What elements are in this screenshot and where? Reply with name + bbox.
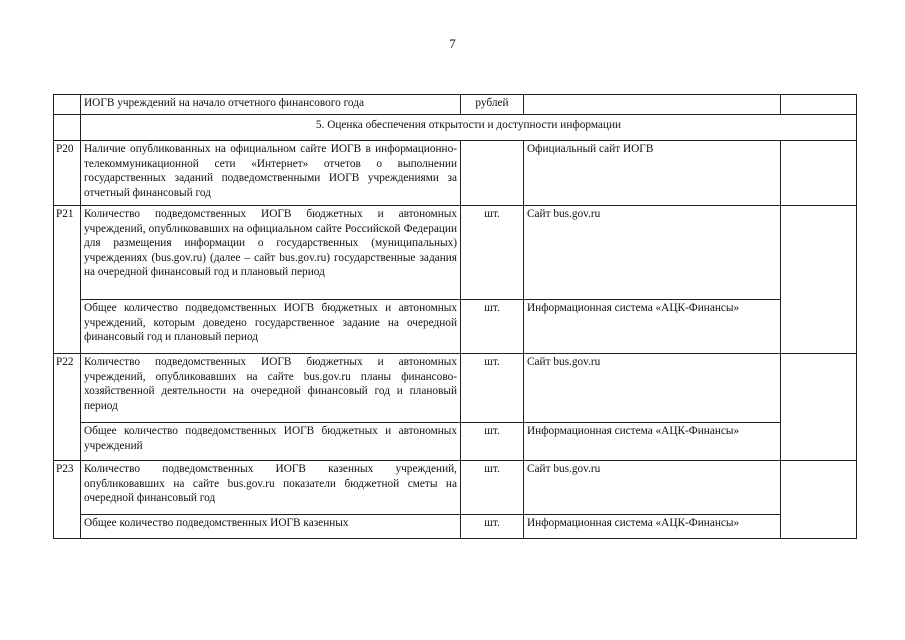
cell-value [781, 354, 857, 461]
section-title: 5. Оценка обеспечения открытости и доступности информации [81, 115, 857, 141]
indicator-name: Общее количество подведомственных ИОГВ бюджетных и автономных учреждений [81, 423, 461, 461]
cell-value [781, 141, 857, 206]
indicator-name: Количество подведомственных ИОГВ бюджетных и автономных учреждений, опубликовавших на сайте bus.gov.ru планы финансово-хозяйственной деятельности на очередной финансовый год и плановый период [81, 354, 461, 423]
indicator-code: Р21 [54, 206, 81, 354]
indicator-name: Количество подведомственных ИОГВ бюджетных и автономных учреждений, опубликовавших на официальном сайте Российской Федерации для размещения информации о государственных (муниципальных) учреждениях (bus.gov.ru) (далее – сайт bus.gov.ru) государственные задания на очередной финансовый год и плановый период [81, 206, 461, 300]
table-row [54, 141, 857, 206]
indicator-source: Сайт bus.gov.ru [524, 206, 781, 300]
table-row [54, 515, 857, 539]
indicator-source: Официальный сайт ИОГВ [524, 141, 781, 206]
indicator-unit: шт. [461, 423, 524, 461]
indicator-source: Сайт bus.gov.ru [524, 461, 781, 515]
indicator-code: Р20 [54, 141, 81, 206]
table-row [54, 423, 857, 461]
indicator-unit [461, 141, 524, 206]
cell-value [781, 95, 857, 115]
section-header-row [54, 115, 857, 141]
table-row [54, 300, 857, 354]
table-row [54, 354, 857, 423]
indicator-unit: шт. [461, 461, 524, 515]
indicator-source: Информационная система «АЦК-Финансы» [524, 300, 781, 354]
cell-unit: рублей [461, 95, 524, 115]
cell-value [781, 206, 857, 354]
indicator-name: Общее количество подведомственных ИОГВ бюджетных и автономных учреждений, которым доведено государственное задание на очередной финансовый год и плановый период [81, 300, 461, 354]
indicator-source: Информационная система «АЦК-Финансы» [524, 515, 781, 539]
indicator-name: Наличие опубликованных на официальном сайте ИОГВ в информационно-телекоммуникационной сети «Интернет» отчетов о выполнении государственных заданий подведомственными ИОГВ учреждениями за отчетный финансовый год [81, 141, 461, 206]
table-row [54, 461, 857, 515]
indicator-code: Р22 [54, 354, 81, 461]
table-row [54, 206, 857, 300]
cell-name: ИОГВ учреждений на начало отчетного финансового года [81, 95, 461, 115]
indicator-unit: шт. [461, 515, 524, 539]
cell-code [54, 115, 81, 141]
indicator-table [53, 94, 857, 539]
indicator-unit: шт. [461, 206, 524, 300]
page-number: 7 [449, 36, 456, 51]
indicator-name: Общее количество подведомственных ИОГВ казенных [81, 515, 461, 539]
cell-code [54, 95, 81, 115]
indicator-unit: шт. [461, 300, 524, 354]
indicator-code: Р23 [54, 461, 81, 539]
indicator-source: Информационная система «АЦК-Финансы» [524, 423, 781, 461]
indicator-unit: шт. [461, 354, 524, 423]
table-row [54, 95, 857, 115]
cell-value [781, 461, 857, 539]
indicator-name: Количество подведомственных ИОГВ казенных учреждений, опубликовавших на сайте bus.gov.ru показатели бюджетной сметы на очередной финансовый год [81, 461, 461, 515]
cell-source [524, 95, 781, 115]
indicator-source: Сайт bus.gov.ru [524, 354, 781, 423]
